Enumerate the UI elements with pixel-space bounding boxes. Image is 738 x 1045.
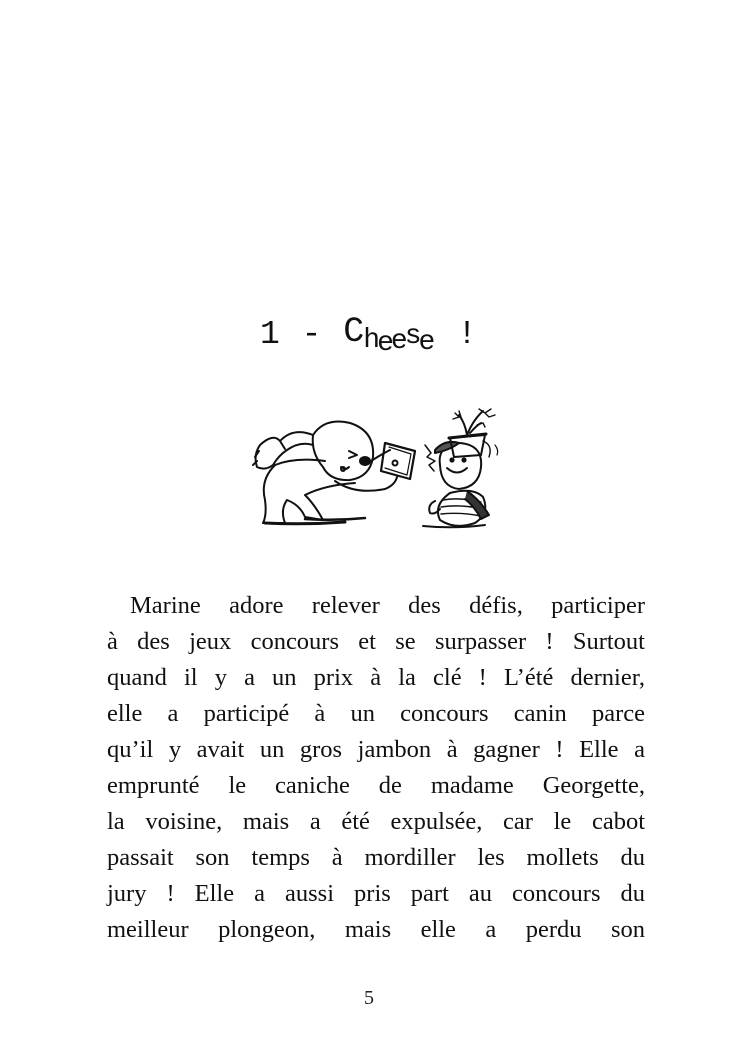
paragraph-line: meilleur plongeon, mais elle a perdu son: [107, 916, 645, 943]
chapter-number: 1: [260, 316, 281, 353]
paragraph-line: qu’il y avait un gros jambon à gagner ! Elle a: [107, 736, 645, 763]
paragraph-line: passait son temps à mordiller les mollets du: [107, 844, 645, 871]
paragraph-line: à des jeux concours et se surpasser ! Surtout: [107, 628, 645, 655]
title-letter: C: [343, 312, 366, 352]
title-letter: h: [363, 325, 382, 356]
illustration-photo-icon: [245, 405, 510, 535]
chapter-title: [0, 312, 738, 359]
title-letter: e: [390, 326, 409, 357]
chapter-title-text: [343, 312, 437, 359]
paragraph-line: jury ! Elle a aussi pris part au concours du: [107, 880, 645, 907]
paragraph-line: quand il y a un prix à la clé ! L’été dernier,: [107, 664, 645, 691]
paragraph-line: emprunté le caniche de madame Georgette,: [107, 772, 645, 799]
page-number: 5: [364, 987, 374, 1009]
paragraph-line: la voisine, mais a été expulsée, car le cabot: [107, 808, 645, 835]
chapter-exclamation: !: [457, 316, 478, 353]
chapter-separator: -: [301, 316, 323, 353]
paragraph-line: Marine adore relever des défis, participer: [130, 592, 645, 619]
chapter-paragraph: [107, 588, 645, 948]
title-letter: e: [418, 327, 437, 358]
paragraph-line: elle a participé à un concours canin parce: [107, 700, 645, 727]
title-letter: e: [377, 328, 395, 359]
title-letter: s: [404, 321, 423, 352]
